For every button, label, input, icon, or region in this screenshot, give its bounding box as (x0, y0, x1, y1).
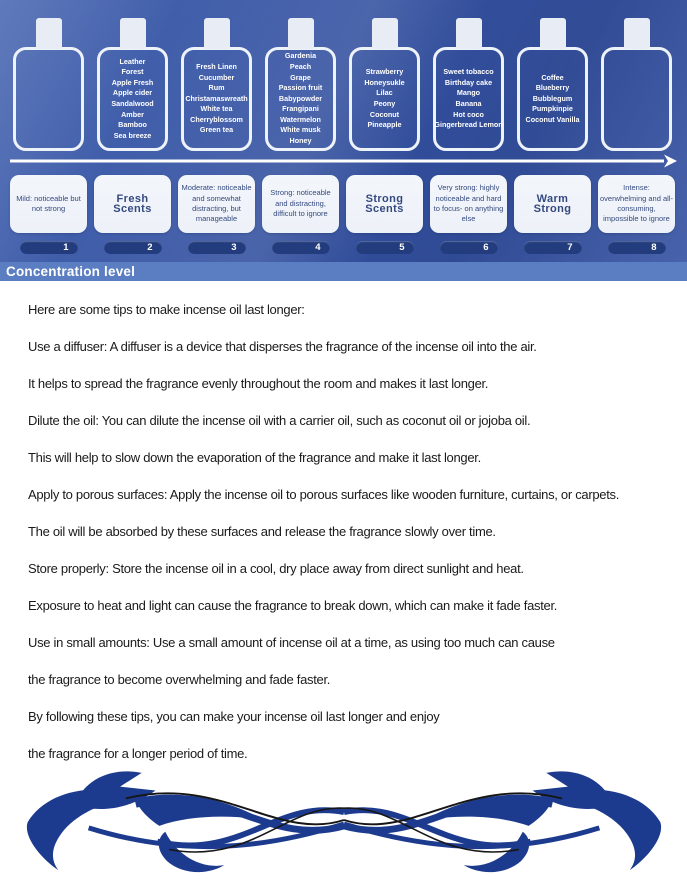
level-number: 2 (147, 242, 153, 253)
tip-line: The oil will be absorbed by these surfaces and release the fragrance slowly over time. (28, 524, 496, 539)
scent-name: White musk (280, 125, 321, 135)
scent-name: Fresh Linen (196, 61, 237, 71)
scent-name: Passion fruit (278, 83, 323, 93)
concentration-axis-label: Concentration level (0, 262, 687, 281)
bottle-body (265, 47, 336, 151)
level-box (514, 175, 591, 233)
scent-name: Blueberry (535, 83, 570, 93)
pill-cell (262, 241, 339, 254)
bottle-cap-icon (372, 18, 398, 49)
pill-cell (178, 241, 255, 254)
scent-name: Peony (373, 99, 396, 108)
scent-name: Green tea (199, 125, 234, 135)
scent-name: Gardenia (284, 51, 317, 61)
level-description: Fresh Scents (113, 192, 152, 215)
pill-cell (10, 241, 87, 254)
pill-cell (346, 241, 423, 254)
pill-cell (94, 241, 171, 254)
level-number: 6 (483, 242, 489, 253)
scent-bottle (262, 18, 339, 151)
bottle-cap-icon (456, 18, 482, 49)
level-number: 7 (567, 242, 573, 253)
level-description: Intense: overwhelming and all-consuming, impossible to ignore (600, 183, 673, 224)
scent-bottle (514, 18, 591, 151)
level-box (10, 175, 87, 233)
scent-name: Mango (456, 88, 481, 98)
level-number: 3 (231, 242, 237, 253)
scent-name: Hot coco (453, 109, 484, 119)
tip-line: Dilute the oil: You can dilute the incense oil with a carrier oil, such as coconut oil or jojoba oil. (28, 413, 531, 428)
scent-name: Babypowder (278, 93, 323, 103)
scent-name: Rum (208, 83, 225, 93)
scent-bottle (178, 18, 255, 151)
level-description: Warm Strong (533, 192, 572, 215)
scent-name: Grape (290, 72, 311, 82)
level-number-pill (20, 241, 78, 254)
scent-name: Pineapple (367, 120, 402, 130)
scent-bottle (598, 18, 675, 151)
level-box (598, 175, 675, 233)
scent-name: Sandalwood (111, 99, 154, 108)
scent-bottle (94, 18, 171, 151)
bottle-body (13, 47, 84, 151)
tip-line: Apply to porous surfaces: Apply the incense oil to porous surfaces like wooden furniture, curtains, or carpets. (28, 487, 620, 502)
concentration-panel (0, 0, 687, 281)
bottles-row (10, 18, 677, 151)
scent-name: Birthday cake (444, 77, 493, 87)
tip-line: the fragrance for a longer period of time. (28, 746, 248, 761)
level-boxes-row (10, 175, 677, 233)
bottle-body (433, 47, 504, 151)
intensity-arrow-icon (8, 153, 679, 169)
scent-name: White tea (200, 104, 233, 114)
scent-name: Watermelon (280, 114, 321, 124)
scent-name: Cherryblossom (190, 114, 243, 124)
scent-name: Banana (455, 99, 482, 108)
level-number-pill (440, 241, 498, 254)
scent-name: Gingerbread Lemon (434, 120, 503, 130)
tip-line: By following these tips, you can make your incense oil last longer and enjoy (28, 709, 440, 724)
scent-name: Bubblegum (532, 93, 573, 103)
scent-bottle (346, 18, 423, 151)
bottle-cap-icon (120, 18, 146, 49)
level-number: 5 (399, 242, 405, 253)
tips-section (28, 302, 687, 762)
scent-bottle (430, 18, 507, 151)
pill-cell (598, 241, 675, 254)
tip-line: Use a diffuser: A diffuser is a device that disperses the fragrance of the incense oil into the air. (28, 339, 537, 354)
level-number: 1 (63, 242, 69, 253)
tribal-flourish-image (0, 765, 687, 875)
level-description: Moderate: noticeable and somewhat distracting, but manageable (181, 183, 252, 224)
level-number-pill (272, 241, 330, 254)
scent-bottle (10, 18, 87, 151)
level-box (262, 175, 339, 233)
scent-name: Coconut (369, 109, 400, 119)
level-box (430, 175, 507, 233)
tip-line: Use in small amounts: Use a small amount of incense oil at a time, as using too much can cause (28, 635, 555, 650)
bottle-body (517, 47, 588, 151)
scent-name: Amber (121, 109, 144, 119)
level-description: Strong: noticeable and distracting, difficult to ignore (270, 188, 331, 219)
pill-cell (514, 241, 591, 254)
level-number-pill (524, 241, 582, 254)
scent-name: Honeysukle (364, 77, 405, 87)
level-number-pill (188, 241, 246, 254)
level-number: 4 (315, 242, 321, 253)
tip-line: Exposure to heat and light can cause the fragrance to break down, which can make it fade faster. (28, 598, 558, 613)
level-number-pill (104, 241, 162, 254)
scent-name: Leather (119, 56, 146, 66)
scent-name: Apple Fresh (111, 77, 154, 87)
scent-name: Cucumber (198, 72, 235, 82)
bottle-body (181, 47, 252, 151)
level-description: Mild: noticeable but not strong (16, 193, 81, 213)
bottle-body (97, 47, 168, 151)
bottle-cap-icon (36, 18, 62, 49)
scent-name: Frangipani (282, 104, 319, 114)
scent-name: Bamboo (118, 120, 147, 130)
pill-cell (430, 241, 507, 254)
tip-line: This will help to slow down the evaporation of the fragrance and make it last longer. (28, 450, 481, 465)
scent-name: Coconut Vanilla (525, 114, 580, 124)
level-box (346, 175, 423, 233)
scent-name: Sweet tobacco (443, 67, 494, 77)
tip-line: Here are some tips to make incense oil last longer: (28, 302, 305, 317)
bottle-body (601, 47, 672, 151)
level-description: Strong Scents (365, 192, 404, 215)
level-number: 8 (651, 242, 657, 253)
scent-name: Christamaswreath (185, 93, 248, 103)
scent-name: Pumpkinpie (532, 104, 573, 114)
bottle-cap-icon (204, 18, 230, 49)
level-box (94, 175, 171, 233)
scent-name: Peach (289, 61, 312, 71)
bottle-cap-icon (624, 18, 650, 49)
level-description: Very strong: highly noticeable and hard to focus- on anything else (433, 183, 504, 224)
level-box (178, 175, 255, 233)
scent-name: Forest (121, 67, 144, 77)
tip-line: the fragrance to become overwhelming and fade faster. (28, 672, 331, 687)
bottle-cap-icon (288, 18, 314, 49)
level-number-pill (356, 241, 414, 254)
level-number-pill (608, 241, 666, 254)
scent-name: Coffee (541, 72, 564, 82)
scent-name: Honey (289, 136, 312, 146)
bottle-body (349, 47, 420, 151)
scent-name: Strawberry (365, 67, 404, 77)
tip-line: It helps to spread the fragrance evenly throughout the room and makes it last longer. (28, 376, 489, 391)
level-pills-row (10, 241, 677, 254)
bottle-cap-icon (540, 18, 566, 49)
scent-name: Apple cider (112, 88, 153, 98)
tip-line: Store properly: Store the incense oil in a cool, dry place away from direct sunlight and heat. (28, 561, 524, 576)
scent-name: Lilac (376, 88, 393, 98)
scent-name: Sea breeze (113, 130, 152, 140)
